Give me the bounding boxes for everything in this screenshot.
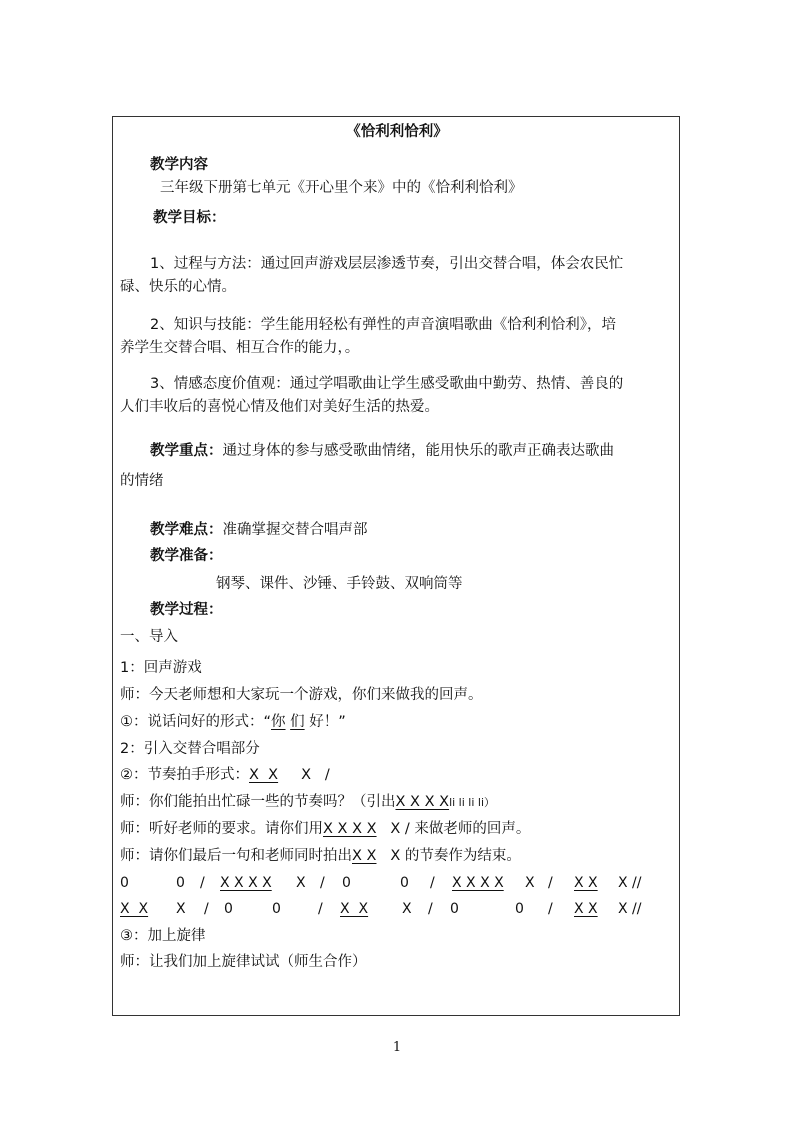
key-label: 教学重点： bbox=[150, 443, 223, 459]
rhythm-row-2 bbox=[120, 899, 680, 919]
key-text-continued: 的情绪 bbox=[120, 473, 164, 489]
t3-prefix: 师：听好老师的要求。请你们用 bbox=[120, 821, 323, 837]
rhythm-cell: / bbox=[320, 875, 325, 891]
item-alternate-singing: 2：引入交替合唱部分 bbox=[120, 741, 260, 757]
rhythm-cell: X X bbox=[574, 875, 598, 891]
t4-suffix: X 的节奏作为结束。 bbox=[390, 848, 521, 864]
rhythm-cell: / bbox=[548, 901, 553, 917]
rhythm-cell: 0 bbox=[400, 875, 409, 891]
page-title: 《恰利利恰利》 bbox=[346, 124, 448, 140]
key-points bbox=[150, 441, 614, 461]
rhythm-cell: X X bbox=[574, 901, 598, 917]
rhythm-row-1 bbox=[120, 873, 680, 893]
clap-underlined: X X bbox=[249, 767, 279, 783]
t2-suffix: li li li li） bbox=[449, 796, 496, 809]
clap-suffix: X / bbox=[301, 767, 330, 783]
rhythm-cell: 0 bbox=[224, 901, 233, 917]
item-echo-game: 1：回声游戏 bbox=[120, 660, 202, 676]
rhythm-cell: X // bbox=[618, 901, 642, 917]
difficulty-label: 教学难点： bbox=[150, 522, 223, 538]
goal3-line1: 3、情感态度价值观：通过学唱歌曲让学生感受歌曲中勤劳、热情、善良的 bbox=[150, 376, 624, 392]
rhythm-cell: X bbox=[176, 901, 186, 917]
rhythm-cell: X bbox=[525, 875, 535, 891]
process-heading: 教学过程： bbox=[150, 602, 223, 618]
rhythm-cell: / bbox=[548, 875, 553, 891]
rhythm-cell: X X X X bbox=[220, 875, 272, 891]
clap-prefix: ②：节奏拍手形式： bbox=[120, 767, 249, 783]
rhythm-clap-line bbox=[120, 765, 330, 785]
rhythm-cell: 0 bbox=[450, 901, 459, 917]
content-heading: 教学内容 bbox=[150, 157, 208, 173]
t3-underlined: X X X X bbox=[323, 821, 377, 837]
rhythm-cell: X X bbox=[120, 901, 149, 917]
prep-text: 钢琴、课件、沙锤、手铃鼓、双响筒等 bbox=[216, 576, 463, 592]
rhythm-cell: X // bbox=[618, 875, 642, 891]
t2-prefix: 师：你们能拍出忙碌一些的节奏吗？（引出 bbox=[120, 794, 396, 810]
key-text: 通过身体的参与感受歌曲情绪，能用快乐的歌声正确表达歌曲 bbox=[222, 443, 614, 459]
rhythm-cell: X bbox=[296, 875, 306, 891]
rhythm-cell: 0 bbox=[176, 875, 185, 891]
rhythm-cell: / bbox=[204, 901, 209, 917]
rhythm-cell: / bbox=[318, 901, 323, 917]
teacher-line-1: 师：今天老师想和大家玩一个游戏，你们来做我的回声。 bbox=[120, 687, 483, 703]
t3-suffix: X / 来做老师的回声。 bbox=[390, 821, 531, 837]
goal1-line1: 1、过程与方法：通过回声游戏层层渗透节奏，引出交替合唱，体会农民忙 bbox=[150, 256, 624, 272]
page-number: 1 bbox=[392, 1040, 402, 1055]
rhythm-cell: / bbox=[430, 875, 435, 891]
prep-heading: 教学准备： bbox=[150, 548, 223, 564]
greeting-suffix: 好！” bbox=[309, 714, 346, 730]
rhythm-cell: 0 bbox=[272, 901, 281, 917]
t2-underlined: X X X X bbox=[395, 794, 450, 810]
goal2-line1: 2、知识与技能：学生能用轻松有弹性的声音演唱歌曲《恰利利恰利》，培 bbox=[150, 317, 616, 333]
rhythm-cell: 0 bbox=[120, 875, 129, 891]
t4-underlined: X X bbox=[352, 848, 377, 864]
greeting-line bbox=[120, 712, 346, 732]
difficulty-text: 准确掌握交替合唱声部 bbox=[222, 522, 368, 538]
greeting-prefix: ①：说话问好的形式：“ bbox=[120, 714, 272, 730]
goal2-line2: 养学生交替合唱、相互合作的能力，。 bbox=[120, 340, 360, 356]
greeting-underlined-2: 们 bbox=[290, 714, 305, 730]
section-intro: 一、导入 bbox=[120, 629, 178, 645]
item-add-melody: ③：加上旋律 bbox=[120, 928, 206, 944]
teacher-line-5: 师：让我们加上旋律试试（师生合作） bbox=[120, 954, 367, 970]
teacher-line-2 bbox=[120, 792, 495, 813]
goals-heading: 教学目标： bbox=[153, 210, 226, 226]
rhythm-cell: 0 bbox=[515, 901, 524, 917]
t4-prefix: 师：请你们最后一句和老师同时拍出 bbox=[120, 848, 352, 864]
teacher-line-3 bbox=[120, 819, 530, 839]
rhythm-cell: X X X X bbox=[452, 875, 504, 891]
goal3-line2: 人们丰收后的喜悦心情及他们对美好生活的热爱。 bbox=[120, 399, 439, 415]
greeting-underlined-1: 你 bbox=[271, 714, 286, 730]
teacher-line-4 bbox=[120, 846, 521, 866]
rhythm-cell: X bbox=[402, 901, 412, 917]
rhythm-cell: 0 bbox=[342, 875, 351, 891]
content-text: 三年级下册第七单元《开心里个来》中的《恰利利恰利》 bbox=[160, 180, 523, 196]
rhythm-cell: / bbox=[200, 875, 205, 891]
rhythm-cell: / bbox=[428, 901, 433, 917]
goal1-line2: 碌、快乐的心情。 bbox=[120, 279, 236, 295]
difficulty bbox=[150, 520, 368, 540]
rhythm-cell: X X bbox=[340, 901, 369, 917]
